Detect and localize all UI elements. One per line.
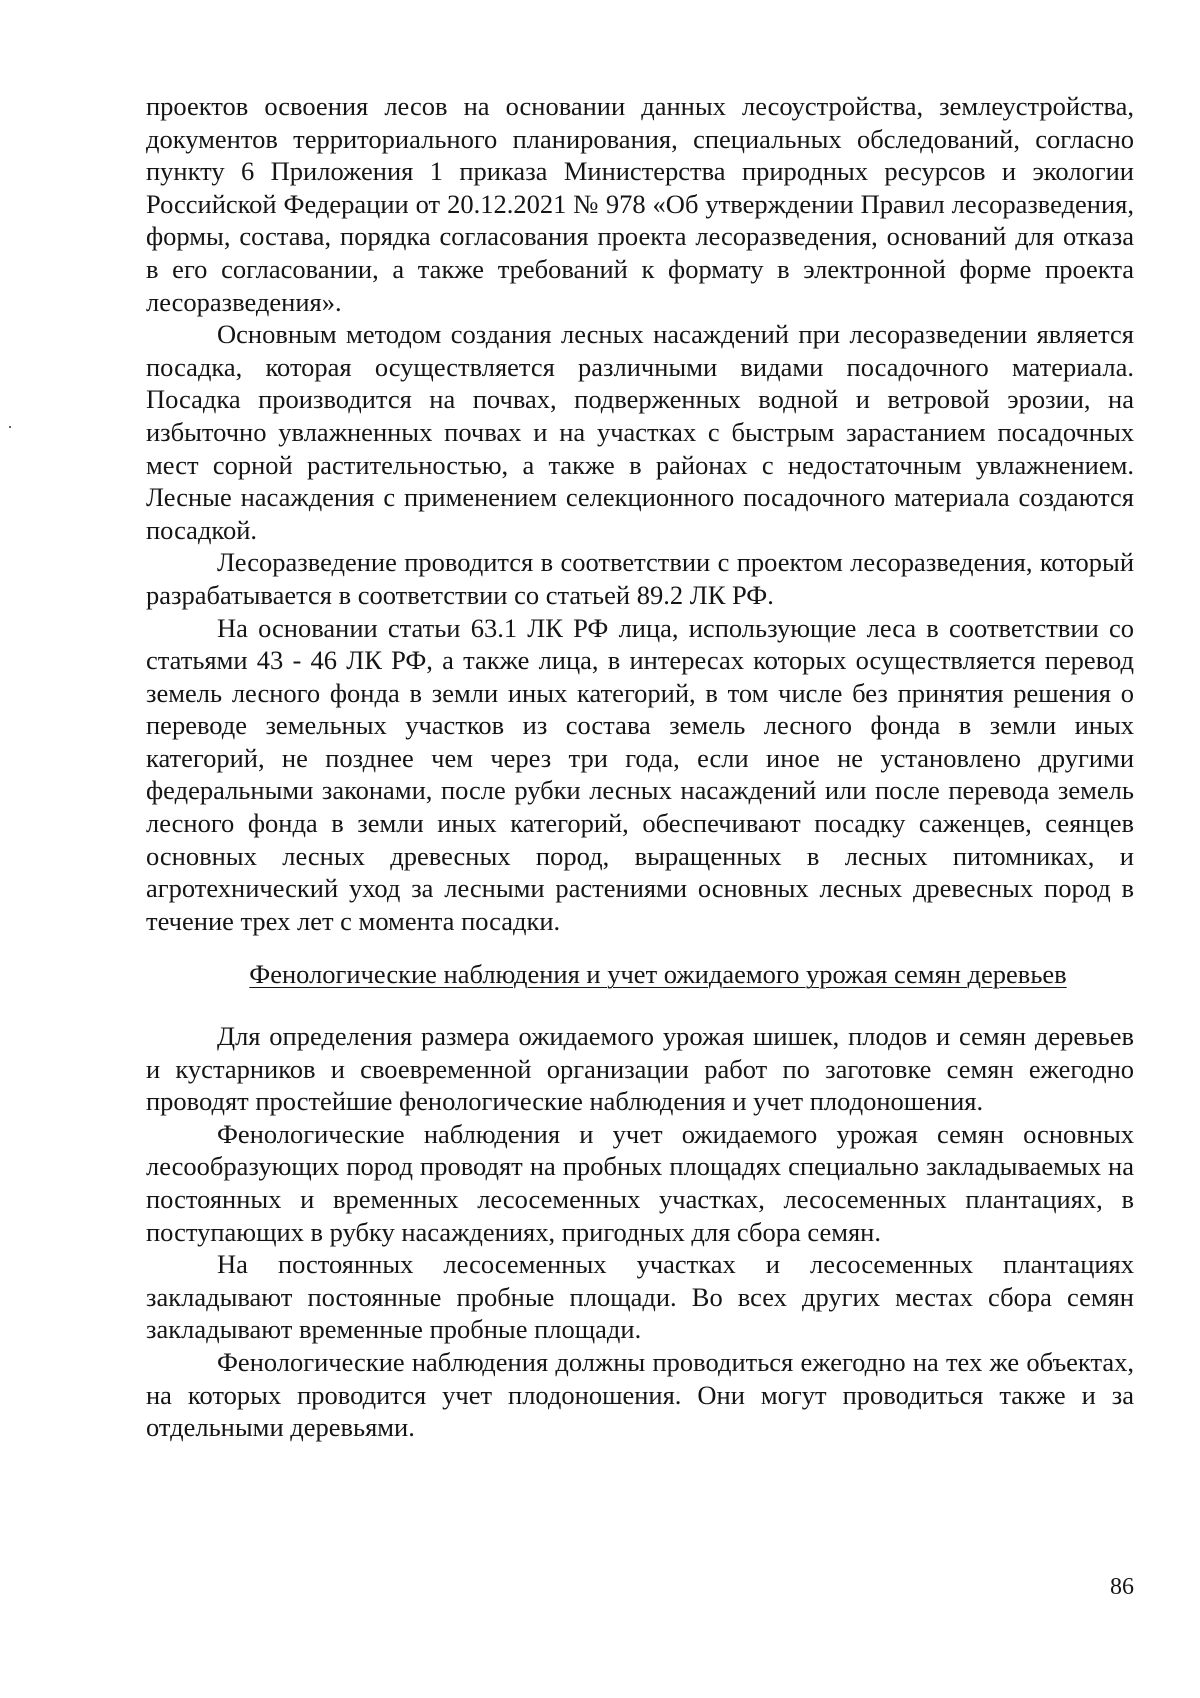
scan-artifact-dot [9, 426, 11, 428]
paragraph-continuation: проектов освоения лесов на основании данных лесоустройства, землеустройства, документов территориального планирования, специальных обследований, согласно пункту 6 Приложения 1 приказа Министерства природных ресурсов и экологии Российской Федерации от 20.12.2021 № 978 «Об утверждении Правил лесоразведения, формы, состава, порядка согласования проекта лесоразведения, оснований для отказа в его согласовании, а также требований к формату в электронной форме проекта лесоразведения». [146, 91, 1134, 317]
paragraph-crop-estimation: Для определения размера ожидаемого урожая шишек, плодов и семян деревьев и кустарников и своевременной организации работ по заготовке семян ежегодно проводят простейшие фенологические наблюдения и учет плодоношения. [146, 1021, 1134, 1117]
paragraph-afforestation-project: Лесоразведение проводится в соответствии с проектом лесоразведения, который разрабатывается в соответствии со статьей 89.2 ЛК РФ. [146, 547, 1134, 610]
paragraph-permanent-plots: На постоянных лесосеменных участках и лесосеменных плантациях закладывают постоянные пробные площади. Во всех других местах сбора семян закладывают временные пробные площади. [146, 1249, 1134, 1345]
paragraph-sample-plots: Фенологические наблюдения и учет ожидаемого урожая семян основных лесообразующих пород проводят на пробных площадях специально закладываемых на постоянных и временных лесосеменных участках, лесосеменных плантациях, в поступающих в рубку насаждениях, пригодных для сбора семян. [146, 1118, 1134, 1247]
document-body [146, 90, 1134, 1444]
paragraph-article-63-1: На основании статьи 63.1 ЛК РФ лица, использующие леса в соответствии со статьями 43 - 46 ЛК РФ, а также лица, в интересах которых осуществляется перевод земель лесного фонда в земли иных категорий, в том числе без принятия решения о переводе земельных участков из состава земель лесного фонда в земли иных категорий, не позднее чем через три года, если иное не установлено другими федеральными законами, после рубки лесных насаждений или после перевода земель лесного фонда в земли иных категорий, обеспечивают посадку саженцев, сеянцев основных лесных древесных пород, выращенных в лесных питомниках, и агротехнический уход за лесными растениями основных лесных древесных пород в течение трех лет с момента посадки. [146, 612, 1134, 936]
page-number: 86 [1110, 1574, 1134, 1600]
section-heading: Фенологические наблюдения и учет ожидаемого урожая семян деревьев [249, 959, 1067, 990]
paragraph-annual-observations: Фенологические наблюдения должны проводиться ежегодно на тех же объектах, на которых проводится учет плодоношения. Они могут проводиться также и за отдельными деревьями. [146, 1346, 1134, 1443]
paragraph-planting-method: Основным методом создания лесных насаждений при лесоразведении является посадка, которая осуществляется различными видами посадочного материала. Посадка производится на почвах, подверженных водной и ветровой эрозии, на избыточно увлажненных почвах и на участках с быстрым зарастанием посадочных мест сорной растительностью, а также в районах с недостаточным увлажнением. Лесные насаждения с применением селекционного посадочного материала создаются посадкой. [146, 319, 1134, 545]
